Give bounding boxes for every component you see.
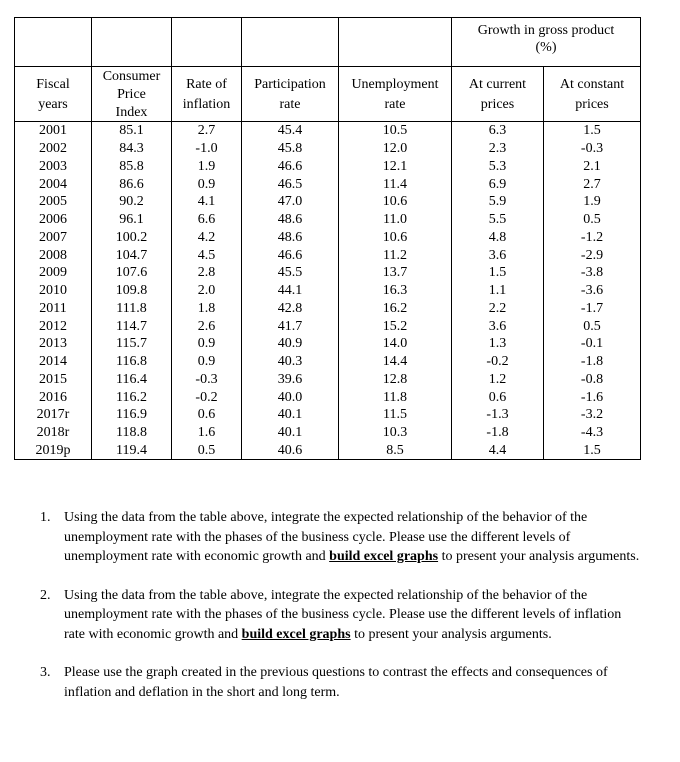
cell-year: 2016 <box>15 388 92 406</box>
cell-inflation: 0.9 <box>172 335 242 353</box>
cell-growth-constant: -3.6 <box>544 282 641 300</box>
cell-growth-constant: -1.2 <box>544 229 641 247</box>
question-item <box>40 663 644 702</box>
question-number: 1. <box>40 510 51 525</box>
cell-inflation: 0.9 <box>172 175 242 193</box>
cell-inflation: 0.5 <box>172 442 242 460</box>
cell-cpi: 119.4 <box>92 442 172 460</box>
question-text <box>64 586 644 645</box>
cell-year: 2014 <box>15 353 92 371</box>
cell-year: 2002 <box>15 140 92 158</box>
header-cpi: Consumer Price Index <box>92 67 172 122</box>
cell-participation: 40.0 <box>242 388 339 406</box>
cell-growth-constant: 1.5 <box>544 442 641 460</box>
cell-unemployment: 8.5 <box>339 442 452 460</box>
cell-participation: 46.6 <box>242 246 339 264</box>
header-row-top <box>15 18 641 67</box>
question-text-main: Please use the graph created in the previous questions to contrast the effects and consequences of inflation and deflation in the short and long term. <box>64 665 608 700</box>
table-row <box>15 246 641 264</box>
cell-growth-constant: 0.5 <box>544 317 641 335</box>
blank-header-cell <box>242 18 339 67</box>
table-row <box>15 211 641 229</box>
question-text <box>64 663 644 702</box>
cell-participation: 47.0 <box>242 193 339 211</box>
cell-growth-current: 1.3 <box>452 335 544 353</box>
cell-cpi: 118.8 <box>92 424 172 442</box>
cell-growth-current: 4.8 <box>452 229 544 247</box>
cell-growth-constant: -1.6 <box>544 388 641 406</box>
cell-growth-constant: 2.7 <box>544 175 641 193</box>
cell-year: 2013 <box>15 335 92 353</box>
cell-cpi: 90.2 <box>92 193 172 211</box>
question-text-main: Using the data from the table above, integrate the expected relationship of the behavior of the unemployment rate with the phases of the business cycle. Please use the different levels of inflation rate with economic growth and <box>64 587 622 642</box>
cell-growth-current: 6.3 <box>452 122 544 140</box>
question-text-end: to present your analysis arguments. <box>438 549 640 564</box>
cell-unemployment: 15.2 <box>339 317 452 335</box>
cell-cpi: 116.4 <box>92 371 172 389</box>
table-row <box>15 282 641 300</box>
table-row <box>15 300 641 318</box>
blank-header-cell <box>172 18 242 67</box>
cell-growth-constant: 0.5 <box>544 211 641 229</box>
cell-unemployment: 11.5 <box>339 406 452 424</box>
header-row-columns <box>15 67 641 122</box>
table-row <box>15 442 641 460</box>
cell-inflation: 1.9 <box>172 158 242 176</box>
cell-growth-current: -0.2 <box>452 353 544 371</box>
cell-growth-current: 3.6 <box>452 246 544 264</box>
cell-year: 2011 <box>15 300 92 318</box>
question-text-main: Using the data from the table above, integrate the expected relationship of the behavior of the unemployment rate with the phases of the business cycle. Please use the different levels of unemployment rate with economic growth and <box>64 510 588 564</box>
cell-participation: 40.9 <box>242 335 339 353</box>
question-number: 3. <box>40 665 51 680</box>
header-fiscal-years: Fiscal years <box>15 67 92 122</box>
cell-inflation: 2.7 <box>172 122 242 140</box>
cell-growth-current: 3.6 <box>452 317 544 335</box>
cell-inflation: 1.6 <box>172 424 242 442</box>
cell-growth-current: 5.9 <box>452 193 544 211</box>
cell-participation: 41.7 <box>242 317 339 335</box>
cell-growth-constant: -1.7 <box>544 300 641 318</box>
cell-inflation: 2.8 <box>172 264 242 282</box>
cell-growth-constant: -0.3 <box>544 140 641 158</box>
cell-growth-constant: -3.8 <box>544 264 641 282</box>
table-row <box>15 388 641 406</box>
cell-growth-constant: -1.8 <box>544 353 641 371</box>
cell-growth-constant: -3.2 <box>544 406 641 424</box>
cell-unemployment: 11.8 <box>339 388 452 406</box>
cell-year: 2015 <box>15 371 92 389</box>
cell-unemployment: 16.2 <box>339 300 452 318</box>
cell-year: 2019p <box>15 442 92 460</box>
cell-growth-constant: -0.1 <box>544 335 641 353</box>
cell-year: 2003 <box>15 158 92 176</box>
cell-growth-current: 1.2 <box>452 371 544 389</box>
cell-year: 2005 <box>15 193 92 211</box>
cell-growth-current: 2.2 <box>452 300 544 318</box>
economic-data-table <box>14 17 641 460</box>
table-row <box>15 406 641 424</box>
header-participation: Participation rate <box>242 67 339 122</box>
cell-unemployment: 14.4 <box>339 353 452 371</box>
cell-unemployment: 10.5 <box>339 122 452 140</box>
growth-group-header: Growth in gross product (%) <box>452 18 641 67</box>
question-item <box>40 586 644 645</box>
cell-unemployment: 11.4 <box>339 175 452 193</box>
questions-list <box>40 508 644 721</box>
cell-participation: 40.1 <box>242 406 339 424</box>
cell-cpi: 116.8 <box>92 353 172 371</box>
cell-growth-constant: -4.3 <box>544 424 641 442</box>
cell-growth-current: 1.5 <box>452 264 544 282</box>
cell-cpi: 86.6 <box>92 175 172 193</box>
cell-cpi: 104.7 <box>92 246 172 264</box>
cell-participation: 40.1 <box>242 424 339 442</box>
blank-header-cell <box>92 18 172 67</box>
cell-participation: 40.6 <box>242 442 339 460</box>
header-inflation: Rate of inflation <box>172 67 242 122</box>
cell-year: 2007 <box>15 229 92 247</box>
cell-participation: 45.5 <box>242 264 339 282</box>
cell-growth-constant: -2.9 <box>544 246 641 264</box>
cell-cpi: 85.8 <box>92 158 172 176</box>
table-row <box>15 122 641 140</box>
cell-cpi: 100.2 <box>92 229 172 247</box>
cell-year: 2001 <box>15 122 92 140</box>
cell-inflation: -0.2 <box>172 388 242 406</box>
table-row <box>15 317 641 335</box>
cell-cpi: 109.8 <box>92 282 172 300</box>
table-row <box>15 229 641 247</box>
question-number: 2. <box>40 587 51 603</box>
question-emphasis: build excel graphs <box>329 549 439 564</box>
cell-inflation: 2.0 <box>172 282 242 300</box>
cell-growth-constant: 1.9 <box>544 193 641 211</box>
table-row <box>15 371 641 389</box>
header-current-prices: At current prices <box>452 67 544 122</box>
cell-inflation: 4.1 <box>172 193 242 211</box>
cell-unemployment: 13.7 <box>339 264 452 282</box>
blank-header-cell <box>339 18 452 67</box>
cell-cpi: 85.1 <box>92 122 172 140</box>
cell-unemployment: 14.0 <box>339 335 452 353</box>
cell-participation: 46.6 <box>242 158 339 176</box>
table-row <box>15 264 641 282</box>
cell-year: 2006 <box>15 211 92 229</box>
table-row <box>15 424 641 442</box>
table-row <box>15 335 641 353</box>
cell-inflation: 2.6 <box>172 317 242 335</box>
cell-growth-current: -1.8 <box>452 424 544 442</box>
cell-inflation: 6.6 <box>172 211 242 229</box>
cell-inflation: 4.2 <box>172 229 242 247</box>
cell-growth-current: 2.3 <box>452 140 544 158</box>
cell-growth-current: 5.3 <box>452 158 544 176</box>
cell-growth-current: 4.4 <box>452 442 544 460</box>
cell-cpi: 116.2 <box>92 388 172 406</box>
table-row <box>15 353 641 371</box>
question-text <box>64 508 644 567</box>
cell-inflation: -0.3 <box>172 371 242 389</box>
table-row <box>15 140 641 158</box>
cell-year: 2012 <box>15 317 92 335</box>
cell-cpi: 111.8 <box>92 300 172 318</box>
cell-year: 2008 <box>15 246 92 264</box>
cell-participation: 48.6 <box>242 229 339 247</box>
cell-participation: 45.4 <box>242 122 339 140</box>
cell-growth-current: 5.5 <box>452 211 544 229</box>
question-text-end: to present your analysis arguments. <box>350 626 552 642</box>
cell-year: 2018r <box>15 424 92 442</box>
cell-participation: 48.6 <box>242 211 339 229</box>
cell-participation: 46.5 <box>242 175 339 193</box>
header-unemployment: Unemployment rate <box>339 67 452 122</box>
cell-unemployment: 11.2 <box>339 246 452 264</box>
cell-cpi: 84.3 <box>92 140 172 158</box>
cell-inflation: 4.5 <box>172 246 242 264</box>
cell-unemployment: 12.1 <box>339 158 452 176</box>
cell-inflation: -1.0 <box>172 140 242 158</box>
cell-growth-current: 6.9 <box>452 175 544 193</box>
cell-participation: 44.1 <box>242 282 339 300</box>
cell-growth-current: 0.6 <box>452 388 544 406</box>
cell-inflation: 0.9 <box>172 353 242 371</box>
blank-header-cell <box>15 18 92 67</box>
cell-growth-current: -1.3 <box>452 406 544 424</box>
question-emphasis: build excel graphs <box>241 626 351 642</box>
cell-growth-constant: 1.5 <box>544 122 641 140</box>
cell-cpi: 115.7 <box>92 335 172 353</box>
table-row <box>15 193 641 211</box>
cell-participation: 40.3 <box>242 353 339 371</box>
cell-year: 2010 <box>15 282 92 300</box>
cell-year: 2017r <box>15 406 92 424</box>
cell-unemployment: 12.0 <box>339 140 452 158</box>
cell-participation: 45.8 <box>242 140 339 158</box>
table-row <box>15 158 641 176</box>
cell-cpi: 114.7 <box>92 317 172 335</box>
cell-growth-constant: 2.1 <box>544 158 641 176</box>
cell-growth-current: 1.1 <box>452 282 544 300</box>
cell-participation: 42.8 <box>242 300 339 318</box>
cell-inflation: 1.8 <box>172 300 242 318</box>
table-row <box>15 175 641 193</box>
cell-growth-constant: -0.8 <box>544 371 641 389</box>
cell-cpi: 107.6 <box>92 264 172 282</box>
cell-cpi: 116.9 <box>92 406 172 424</box>
cell-participation: 39.6 <box>242 371 339 389</box>
cell-year: 2004 <box>15 175 92 193</box>
question-item <box>40 508 644 567</box>
cell-unemployment: 10.6 <box>339 193 452 211</box>
cell-unemployment: 11.0 <box>339 211 452 229</box>
cell-inflation: 0.6 <box>172 406 242 424</box>
cell-unemployment: 10.3 <box>339 424 452 442</box>
cell-cpi: 96.1 <box>92 211 172 229</box>
cell-unemployment: 16.3 <box>339 282 452 300</box>
table-body <box>15 122 641 460</box>
cell-unemployment: 10.6 <box>339 229 452 247</box>
cell-unemployment: 12.8 <box>339 371 452 389</box>
cell-year: 2009 <box>15 264 92 282</box>
header-constant-prices: At constant prices <box>544 67 641 122</box>
